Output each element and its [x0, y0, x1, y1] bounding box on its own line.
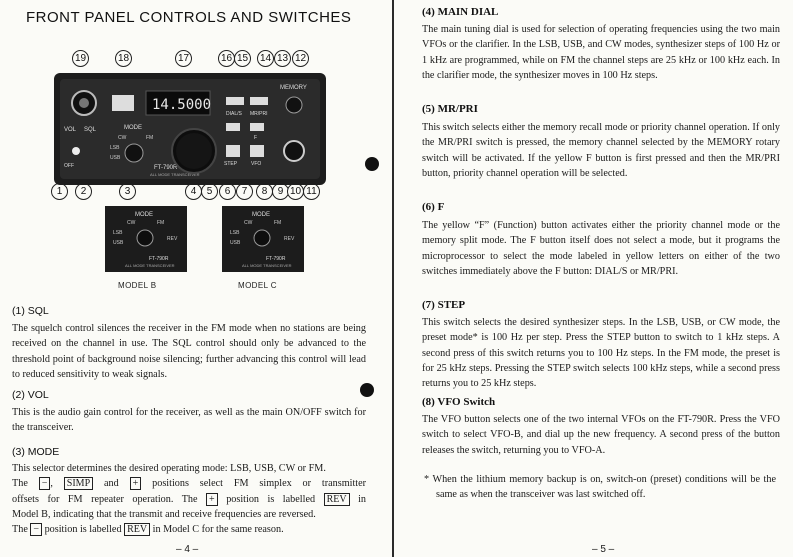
svg-text:REV: REV [284, 236, 295, 242]
svg-text:USB: USB [110, 155, 121, 161]
callout-10: 10 [287, 183, 304, 200]
frequency-display: 14.5000 [152, 97, 212, 113]
sql-label: SQL [84, 127, 97, 133]
section-step-heading: (7) STEP [422, 299, 466, 311]
f-button [250, 123, 264, 131]
left-page [0, 0, 388, 557]
callout-1: 1 [51, 183, 68, 200]
svg-text:CW: CW [127, 220, 136, 226]
svg-text:USB: USB [113, 240, 124, 246]
callout-5: 5 [201, 183, 218, 200]
section-f-heading: (6) F [422, 201, 445, 213]
svg-text:USB: USB [230, 240, 241, 246]
model-c-image [222, 206, 304, 272]
section-main-dial-heading: (4) MAIN DIAL [422, 6, 499, 18]
section-mode-text: This selector determines the desired operating mode: LSB, USB, CW or FM. The − , SIMP and + positions select FM simplex or transmitter offsets for FM repeater operation. The + position is labelled REV in Model B, indicating that the transmit and receive frequencies are reversed. The − position is labelled REV in Model C for the same reason. [12, 463, 367, 536]
mr-pri-button [250, 97, 268, 105]
svg-text:DIAL/S: DIAL/S [226, 111, 242, 117]
section-mr-pri-text: This switch selects either the memory recall mode or priority channel operation. If only the MR/PRI switch is pressed, the memory channel selected by the MEMORY rotary switch will be activated. If the yellow F button is first pressed and then the MR/PRI button, priority channel operation will be selected. [422, 122, 780, 179]
footnote: * When the lithium memory backup is on, switch-on (preset) conditions will be the same as when the transceiver was last switched off. [424, 474, 776, 501]
simp-position-box: SIMP [64, 477, 93, 490]
section-main-dial-text: The main tuning dial is used for selection of operating frequencies using the two main VFOs or the clarifier. In the LSB, USB, and CW modes, synthesizer steps of 100 Hz or 1 kHz are programmed, while on FM the channel steps are 25 kHz or 100 kHz each. In the clarifier mode, the synthesizer moves in 100 Hz steps. [422, 24, 780, 81]
svg-text:ALL MODE TRANSCEIVER: ALL MODE TRANSCEIVER [150, 172, 200, 177]
model-b-image [105, 206, 187, 272]
section-f-text: The yellow “F” (Function) button activates either the priority channel mode or the memory split mode. The F button itself does not select a mode, but it programs the microprocessor to select the mode labeled in yellow letters on either of the two switches immediately above the F button: DIAL/S or MR/PRI. [422, 220, 780, 277]
section-sql-heading: (1) SQL [12, 305, 49, 317]
svg-text:FM: FM [146, 135, 154, 141]
right-page-number: – 5 – [592, 544, 615, 555]
section-vfo-heading: (8) VFO Switch [422, 396, 496, 408]
section-mr-pri-heading: (5) MR/PRI [422, 103, 478, 115]
callout-19: 19 [72, 50, 89, 67]
svg-text:CW: CW [244, 220, 253, 226]
binding-hole [360, 383, 374, 397]
left-page-number: – 4 – [176, 544, 199, 555]
callout-16: 16 [218, 50, 235, 67]
right-page [400, 0, 793, 557]
svg-text:ALL MODE TRANSCEIVER: ALL MODE TRANSCEIVER [242, 263, 292, 268]
svg-text:FM: FM [157, 220, 165, 226]
rev-box: REV [324, 493, 350, 506]
callout-8: 8 [256, 183, 273, 200]
callout-4: 4 [185, 183, 202, 200]
clarifier-knob [284, 141, 304, 161]
model-c-caption: MODEL C [238, 281, 277, 290]
svg-text:REV: REV [167, 236, 178, 242]
svg-text:FM: FM [274, 220, 282, 226]
power-knob [72, 147, 80, 155]
mode-label: MODE [124, 125, 142, 131]
callout-17: 17 [175, 50, 192, 67]
svg-text:FT-790R: FT-790R [149, 256, 169, 262]
svg-text:LSB: LSB [230, 230, 240, 236]
off-label: OFF [64, 163, 74, 169]
svg-text:STEP: STEP [224, 161, 238, 167]
callout-12: 12 [292, 50, 309, 67]
callout-3: 3 [119, 183, 136, 200]
svg-text:ALL MODE TRANSCEIVER: ALL MODE TRANSCEIVER [125, 263, 175, 268]
svg-text:F: F [254, 135, 258, 141]
callout-14: 14 [257, 50, 274, 67]
svg-text:LSB: LSB [113, 230, 123, 236]
binding-hole [365, 157, 379, 171]
radio-front-panel [54, 73, 326, 185]
vfo-button [250, 145, 264, 157]
svg-text:MODE: MODE [252, 212, 270, 218]
model-b-caption: MODEL B [118, 281, 157, 290]
plus-position-box: + [130, 477, 142, 490]
s-meter [112, 95, 134, 111]
section-step-text: This switch selects the desired synthesizer steps. In the LSB, USB, or CW mode, the preset mode* is 100 Hz per step. Press the STEP button to switch to 1 kHz steps. A second press of this switch returns you to 100 Hz steps. In the FM mode, the preset is for 25 kHz steps. Pressing the STEP switch selects 100 kHz steps, while a second press returns you to 25 kHz steps. [422, 317, 780, 390]
mode-knob [125, 144, 143, 162]
memory-knob [286, 97, 302, 113]
callout-11: 11 [303, 183, 320, 200]
section-sql-text: The squelch control silences the receiver in the FM mode when no stations are being received on the channel in use. The SQL control should only be advanced to the threshold point of background noise silencing; further advancing this control will lead to reduced sensitivity to weak signals. [12, 323, 366, 380]
section-vfo-text: The VFO button selects one of the two internal VFOs on the FT-790R. Press the VFO switch to select VFO-B, and dial up the new frequency. A second press of the button releases the switch, returning you to VFO-A. [422, 414, 780, 456]
svg-text:MR/PRI: MR/PRI [250, 111, 268, 117]
svg-text:MODE: MODE [135, 212, 153, 218]
vol-label: VOL [64, 127, 77, 133]
svg-text:FT-790R: FT-790R [266, 256, 286, 262]
step-button [226, 145, 240, 157]
memory-label: MEMORY [280, 85, 307, 91]
section-vol-text: This is the audio gain control for the receiver, as well as the main ON/OFF switch for the transceiver. [12, 407, 366, 434]
callout-7: 7 [236, 183, 253, 200]
callout-13: 13 [274, 50, 291, 67]
dial-s-button [226, 97, 244, 105]
callout-9: 9 [272, 183, 289, 200]
section-vol-heading: (2) VOL [12, 389, 49, 401]
callout-15: 15 [234, 50, 251, 67]
svg-text:VFO: VFO [251, 161, 262, 167]
callout-6: 6 [219, 183, 236, 200]
section-mode-heading: (3) MODE [12, 446, 60, 458]
minus-position-box: − [39, 477, 51, 490]
page-divider [392, 0, 394, 557]
svg-text:CW: CW [118, 135, 127, 141]
brand-label: FT-790R [154, 165, 178, 171]
page-title: FRONT PANEL CONTROLS AND SWITCHES [26, 9, 352, 26]
svg-text:LSB: LSB [110, 145, 120, 151]
callout-18: 18 [115, 50, 132, 67]
callout-2: 2 [75, 183, 92, 200]
